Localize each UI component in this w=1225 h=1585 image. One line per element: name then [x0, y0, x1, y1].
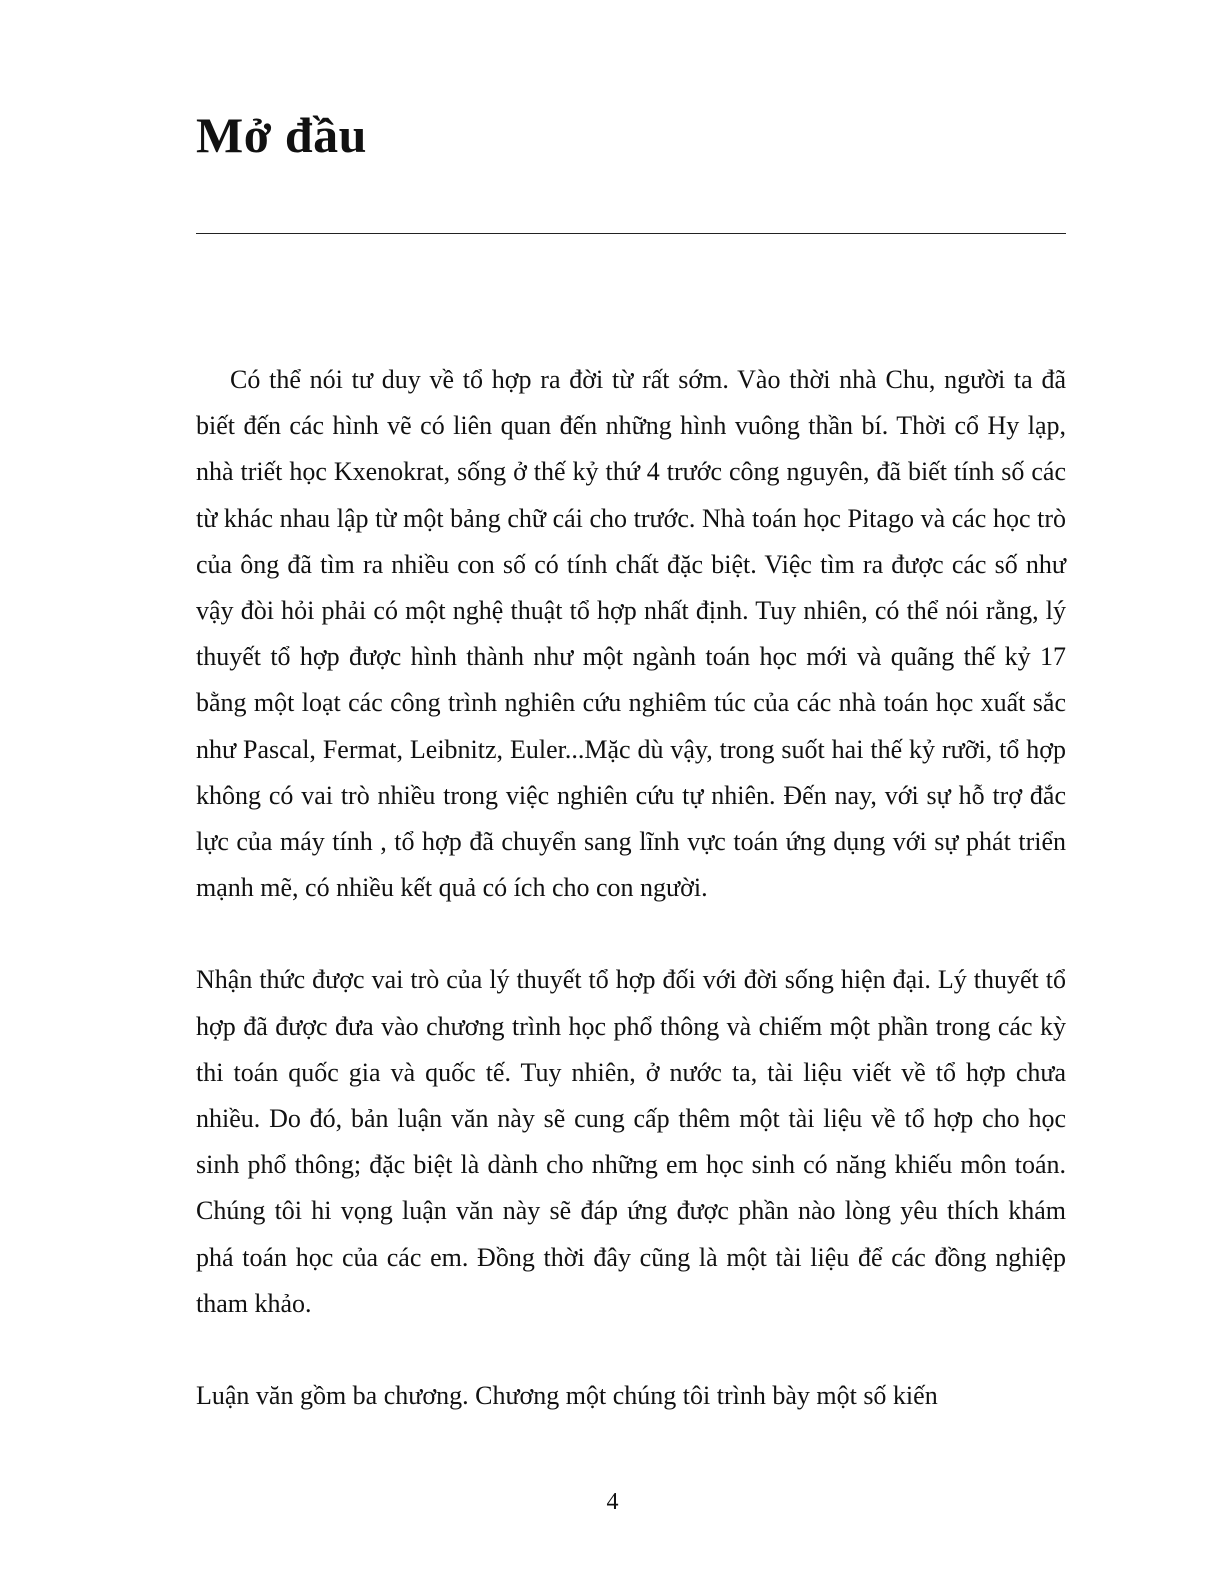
paragraph-history: Có thể nói tư duy về tổ hợp ra đời từ rất sớm. Vào thời nhà Chu, người ta đã biết đến các hình vẽ có liên quan đến những hình vuông thần bí. Thời cổ Hy lạp, nhà triết học Kxenokrat, sống ở thế kỷ thứ 4 trước công nguyên, đã biết tính số các từ khác nhau lập từ một bảng chữ cái cho trước. Nhà toán học Pitago và các học trò của ông đã tìm ra nhiều con số có tính chất đặc biệt. Việc tìm ra được các số như vậy đòi hỏi phải có một nghệ thuật tổ hợp nhất định. Tuy nhiên, có thể nói rằng, lý thuyết tổ hợp được hình thành như một ngành toán học mới và quãng thế kỷ 17 bằng một loạt các công trình nghiên cứu nghiêm túc của các nhà toán học xuất sắc như Pascal, Fermat, Leibnitz, Euler...Mặc dù vậy, trong suốt hai thế kỷ rưỡi, tổ hợp không có vai trò nhiều trong việc nghiên cứu tự nhiên. Đến nay, với sự hỗ trợ đắc lực của máy tính , tổ hợp đã chuyển sang lĩnh vực toán ứng dụng với sự phát triển mạnh mẽ, có nhiều kết quả có ích cho con người. [196, 365, 1066, 903]
body-text [196, 357, 1066, 1419]
chapter-title: Mở đầu [196, 107, 367, 163]
title-divider [196, 233, 1066, 234]
paragraph-motivation: Nhận thức được vai trò của lý thuyết tổ hợp đối với đời sống hiện đại. Lý thuyết tổ hợp đã được đưa vào chương trình học phổ thông và chiếm một phần trong các kỳ thi toán quốc gia và quốc tế. Tuy nhiên, ở nước ta, tài liệu viết về tổ hợp chưa nhiều. Do đó, bản luận văn này sẽ cung cấp thêm một tài liệu về tổ hợp cho học sinh phổ thông; đặc biệt là dành cho những em học sinh có năng khiếu môn toán. Chúng tôi hi vọng luận văn này sẽ đáp ứng được phần nào lòng yêu thích khám phá toán học của các em. Đồng thời đây cũng là một tài liệu để các đồng nghiệp tham khảo. [196, 965, 1066, 1318]
page-number: 4 [606, 1489, 619, 1515]
paragraph-structure: Luận văn gồm ba chương. Chương một chúng tôi trình bày một số kiến [196, 1381, 938, 1411]
